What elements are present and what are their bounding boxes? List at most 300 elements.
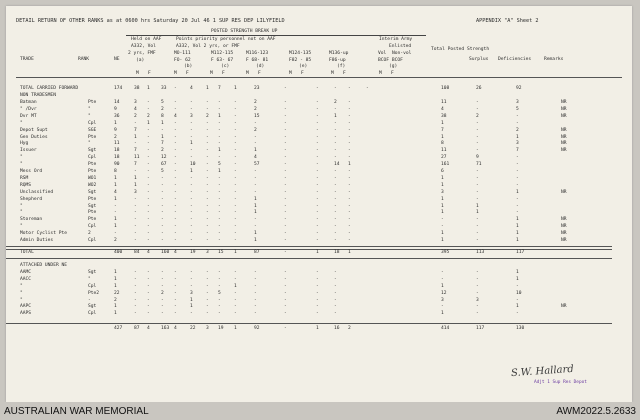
table-cell: 2 xyxy=(516,127,519,133)
table-cell: - xyxy=(161,210,164,216)
table-cell: - xyxy=(134,203,137,209)
rank-cell: Pte xyxy=(88,210,97,216)
table-cell: - xyxy=(234,311,237,317)
table-cell: - xyxy=(218,182,221,188)
table-cell: - xyxy=(190,311,193,317)
table-cell: - xyxy=(348,169,351,174)
table-cell: - xyxy=(218,210,221,216)
table-cell: 163 xyxy=(161,326,170,332)
table-cell: 23 xyxy=(254,86,260,91)
trade-cell: Depot Supt xyxy=(20,127,48,133)
table-cell: NR xyxy=(561,217,567,223)
table-cell: - xyxy=(190,182,193,188)
table-cell: - xyxy=(284,189,287,195)
table-cell: - xyxy=(284,326,287,332)
table-cell: 33 xyxy=(161,86,167,91)
table-cell: - xyxy=(174,203,177,209)
table-cell: - xyxy=(206,311,209,317)
table-cell: - xyxy=(348,134,351,140)
mf-letter: F xyxy=(301,71,304,76)
table-cell: 1 xyxy=(441,203,444,209)
table-cell: 87 xyxy=(134,326,140,332)
table-cell: 1 xyxy=(348,249,351,255)
f68: F 68- 81 xyxy=(246,58,269,63)
table-cell: - xyxy=(190,127,193,133)
table-cell: - xyxy=(134,231,137,237)
table-cell: 11 xyxy=(441,100,447,105)
table-cell: - xyxy=(174,304,177,310)
table-cell: - xyxy=(516,283,519,289)
table-cell: 395 xyxy=(441,249,450,255)
rank-cell: - xyxy=(88,297,91,303)
table-cell: - xyxy=(134,283,137,289)
table-cell: - xyxy=(348,100,351,105)
table-cell: - xyxy=(206,196,209,202)
table-cell: 38 xyxy=(441,113,447,119)
table-cell: - xyxy=(190,283,193,289)
table-cell: 1 xyxy=(348,162,351,168)
table-cell: - xyxy=(334,217,337,223)
table-cell: - xyxy=(348,148,351,154)
col-e: (e) xyxy=(299,64,308,69)
rank-cell: Cpl xyxy=(88,311,97,317)
table-cell: - xyxy=(234,134,237,140)
table-cell: 3 xyxy=(476,297,479,303)
ne-cell: 1 xyxy=(114,182,117,188)
table-cell: 6 xyxy=(441,169,444,174)
mf-letter: F xyxy=(186,71,189,76)
table-cell: 1 xyxy=(218,113,221,119)
table-cell: NR xyxy=(561,113,567,119)
table-cell: - xyxy=(284,290,287,296)
appendix-label: APPENDIX "A" Sheet 2 xyxy=(476,18,539,24)
heading-underline xyxy=(126,35,426,36)
table-cell: - xyxy=(174,155,177,161)
table-cell: 2 xyxy=(206,113,209,119)
table-cell: - xyxy=(206,141,209,147)
table-cell: - xyxy=(190,217,193,223)
table-cell: 174 xyxy=(114,86,123,91)
trade-cell: Hyg xyxy=(20,141,29,147)
header-rule xyxy=(16,77,622,78)
table-cell: - xyxy=(190,189,193,195)
table-cell: - xyxy=(516,120,519,126)
table-cell: 7 xyxy=(161,141,164,147)
table-cell: - xyxy=(218,127,221,133)
rank-cell: Cpl xyxy=(88,224,97,230)
table-cell: - xyxy=(334,276,337,282)
trade-cell: AACC xyxy=(20,276,32,282)
table-cell: - xyxy=(476,175,479,181)
non-vol: Non-vol xyxy=(392,51,412,56)
table-cell: - xyxy=(284,141,287,147)
mf-letter: F xyxy=(343,71,346,76)
table-cell: 3 xyxy=(206,326,209,332)
rank-cell: 2 xyxy=(88,231,91,237)
table-cell: - xyxy=(441,217,444,223)
table-cell: 1 xyxy=(254,210,257,216)
table-cell: - xyxy=(147,196,150,202)
table-cell: 1 xyxy=(254,238,257,243)
table-cell: - xyxy=(254,120,257,126)
ne-cell: 18 xyxy=(114,148,120,154)
rank-cell: Cpl xyxy=(88,120,97,126)
table-cell: - xyxy=(174,169,177,174)
table-cell: - xyxy=(218,189,221,195)
table-cell: - xyxy=(174,311,177,317)
table-cell: 12 xyxy=(161,155,167,161)
table-cell: - xyxy=(476,120,479,126)
table-cell: 4 xyxy=(174,249,177,255)
rank-cell: Pte2 xyxy=(88,290,100,296)
rank-cell: Sgt xyxy=(88,189,97,195)
table-cell: - xyxy=(206,217,209,223)
table-cell: - xyxy=(206,120,209,126)
table-cell: - xyxy=(161,217,164,223)
table-cell: - xyxy=(254,311,257,317)
table-cell: - xyxy=(134,311,137,317)
table-cell: - xyxy=(348,196,351,202)
table-cell: - xyxy=(254,189,257,195)
table-cell: 4 xyxy=(174,326,177,332)
table-cell: - xyxy=(476,148,479,154)
table-cell: - xyxy=(284,203,287,209)
table-cell: - xyxy=(206,175,209,181)
table-cell: 4 xyxy=(174,113,177,119)
trade-cell: Admin Duties xyxy=(20,238,54,243)
rank-cell: Sgt xyxy=(88,203,97,209)
table-cell: 1 xyxy=(218,148,221,154)
ne-cell: 1 xyxy=(114,175,117,181)
col-a: (a) xyxy=(136,58,145,63)
trade-cell: Motor Cyclist Pte xyxy=(20,231,68,237)
table-cell: - xyxy=(134,141,137,147)
table-cell: 1 xyxy=(114,276,117,282)
table-cell: - xyxy=(234,269,237,275)
table-cell: - xyxy=(206,297,209,303)
table-cell: - xyxy=(334,182,337,188)
table-cell: - xyxy=(284,100,287,105)
table-cell: - xyxy=(206,162,209,168)
table-cell: - xyxy=(161,231,164,237)
table-cell: - xyxy=(174,148,177,154)
table-cell: 117 xyxy=(516,249,525,255)
table-cell: - xyxy=(316,127,319,133)
table-cell: - xyxy=(348,113,351,119)
col-c: (c) xyxy=(221,64,230,69)
table-cell: - xyxy=(206,276,209,282)
m124: M124-135 xyxy=(289,51,312,56)
table-cell: 2 xyxy=(254,100,257,105)
table-cell: 1 xyxy=(441,311,444,317)
table-cell: - xyxy=(161,127,164,133)
section-title: ATTACHED UNDER NE xyxy=(20,262,68,268)
table-cell: - xyxy=(218,106,221,112)
table-cell: - xyxy=(206,148,209,154)
grand-total-rule xyxy=(6,323,612,324)
table-cell: - xyxy=(234,100,237,105)
table-cell: 1 xyxy=(218,169,221,174)
table-cell: - xyxy=(134,196,137,202)
table-cell: 1 xyxy=(441,182,444,188)
table-cell: - xyxy=(218,203,221,209)
table-cell: - xyxy=(218,311,221,317)
table-cell: - xyxy=(334,120,337,126)
interim-army: Interim Army xyxy=(379,37,413,42)
table-cell: - xyxy=(147,210,150,216)
table-cell: - xyxy=(234,175,237,181)
mf-letter: M xyxy=(174,71,177,76)
table-cell: 1 xyxy=(254,203,257,209)
table-cell: 161 xyxy=(441,162,450,168)
table-cell: - xyxy=(218,155,221,161)
table-cell: - xyxy=(174,297,177,303)
table-cell: 1 xyxy=(147,86,150,91)
held-on-aaf: Held on AAF xyxy=(131,37,162,42)
table-cell: 26 xyxy=(476,86,482,91)
document-page xyxy=(6,6,632,402)
table-cell: - xyxy=(234,120,237,126)
table-cell: - xyxy=(516,182,519,188)
table-cell: - xyxy=(147,182,150,188)
table-cell: - xyxy=(147,217,150,223)
trade-cell: " xyxy=(20,203,23,209)
table-cell: 7 xyxy=(134,148,137,154)
table-cell: - xyxy=(316,196,319,202)
trade-cell: Mess Ord xyxy=(20,169,43,174)
table-cell: - xyxy=(476,304,479,310)
table-cell: - xyxy=(174,196,177,202)
ne-cell: 1 xyxy=(114,224,117,230)
table-cell: - xyxy=(254,182,257,188)
rank-cell: Pte xyxy=(88,217,97,223)
table-cell: - xyxy=(366,86,369,91)
table-cell: 1 xyxy=(161,120,164,126)
document-title: DETAIL RETURN OF OTHER RANKS as at 0600 hrs Saturday 20 Jul 46 1 SUP RES DEP LILYFIELD xyxy=(16,18,285,24)
table-cell: 1 xyxy=(190,304,193,310)
table-cell: 4 xyxy=(147,249,150,255)
table-cell: - xyxy=(284,238,287,243)
table-cell: 1 xyxy=(441,231,444,237)
table-cell: 5 xyxy=(161,169,164,174)
table-cell: - xyxy=(316,148,319,154)
table-cell: - xyxy=(476,269,479,275)
table-cell: 3 xyxy=(441,297,444,303)
table-cell: - xyxy=(161,276,164,282)
table-cell: 5 xyxy=(516,106,519,112)
table-cell: - xyxy=(476,134,479,140)
table-cell: - xyxy=(334,297,337,303)
table-cell: 84 xyxy=(134,249,140,255)
ne-cell: 1 xyxy=(114,217,117,223)
table-cell: - xyxy=(516,169,519,174)
section-title: NON TRADESMEN xyxy=(20,93,56,98)
table-cell: 16 xyxy=(334,326,340,332)
table-cell: 1 xyxy=(441,134,444,140)
table-cell: - xyxy=(218,304,221,310)
table-cell: 14 xyxy=(334,162,340,168)
table-cell: - xyxy=(218,141,221,147)
table-cell: 1 xyxy=(441,238,444,243)
table-cell: - xyxy=(134,276,137,282)
rank-cell: " xyxy=(88,113,91,119)
table-cell: - xyxy=(348,217,351,223)
table-cell: 2 xyxy=(161,290,164,296)
table-cell: - xyxy=(147,231,150,237)
table-cell: - xyxy=(234,276,237,282)
table-cell: - xyxy=(476,231,479,237)
table-cell: - xyxy=(334,290,337,296)
table-cell: - xyxy=(190,238,193,243)
table-cell: - xyxy=(476,283,479,289)
ne-cell: 90 xyxy=(114,162,120,168)
table-cell: 1 xyxy=(316,249,319,255)
table-cell: - xyxy=(284,276,287,282)
table-cell: - xyxy=(190,224,193,230)
rank-cell: Pte xyxy=(88,100,97,105)
table-cell: - xyxy=(516,113,519,119)
table-cell: - xyxy=(441,304,444,310)
footer-bar xyxy=(0,402,640,420)
table-cell: - xyxy=(254,269,257,275)
table-cell: - xyxy=(334,155,337,161)
table-cell: NR xyxy=(561,134,567,140)
table-cell: 2 xyxy=(254,127,257,133)
m136: M136-up xyxy=(329,51,349,56)
table-cell: - xyxy=(284,269,287,275)
table-cell: - xyxy=(174,120,177,126)
table-cell: 38 xyxy=(134,86,140,91)
table-cell: - xyxy=(147,238,150,243)
table-cell: - xyxy=(334,148,337,154)
ne-cell: 2 xyxy=(114,134,117,140)
table-cell: - xyxy=(476,276,479,282)
mf-letter: F xyxy=(222,71,225,76)
table-cell: - xyxy=(254,134,257,140)
table-cell: - xyxy=(147,134,150,140)
table-cell: - xyxy=(147,155,150,161)
table-cell: - xyxy=(134,169,137,174)
trade-cell: " xyxy=(20,283,23,289)
table-cell: - xyxy=(206,304,209,310)
fo62: FO- 62 xyxy=(174,58,191,63)
table-cell: - xyxy=(316,141,319,147)
table-cell: - xyxy=(334,283,337,289)
rank-cell: Cpl xyxy=(88,155,97,161)
table-cell: - xyxy=(316,113,319,119)
table-cell: - xyxy=(174,86,177,91)
table-cell: - xyxy=(334,210,337,216)
table-cell: - xyxy=(174,175,177,181)
table-cell: 5 xyxy=(218,162,221,168)
table-cell: 1 xyxy=(441,120,444,126)
rank-cell: Sgt xyxy=(88,269,97,275)
table-cell: - xyxy=(348,106,351,112)
table-cell: 12 xyxy=(441,290,447,296)
table-cell: 160 xyxy=(161,249,170,255)
ne-cell: - xyxy=(114,231,117,237)
f86: F86-up xyxy=(329,58,346,63)
ne-cell: 1 xyxy=(114,120,117,126)
table-cell: - xyxy=(234,297,237,303)
table-cell: - xyxy=(284,196,287,202)
a332-vol-2: A332, Vol 2 yrs, or FMF xyxy=(176,44,240,49)
table-cell: - xyxy=(348,238,351,243)
table-cell: 3 xyxy=(134,189,137,195)
table-cell: 7 xyxy=(441,127,444,133)
posted-break-up-heading: POSTED STRENGTH BREAK UP xyxy=(211,29,278,34)
table-cell: - xyxy=(516,203,519,209)
table-cell: - xyxy=(316,231,319,237)
table-cell: - xyxy=(147,311,150,317)
table-cell: - xyxy=(161,283,164,289)
table-cell: - xyxy=(234,127,237,133)
total-posted-header: Total Posted Strength xyxy=(431,47,490,52)
table-cell: 11 xyxy=(441,148,447,154)
rank-cell: Pte xyxy=(88,196,97,202)
table-cell: 4 xyxy=(190,86,193,91)
a332-vol: A332, Vol xyxy=(131,44,156,49)
table-cell: 1 xyxy=(134,175,137,181)
table-cell: - xyxy=(147,290,150,296)
table-cell: - xyxy=(234,106,237,112)
table-cell: - xyxy=(218,238,221,243)
table-cell: - xyxy=(161,311,164,317)
footer-left: AUSTRALIAN WAR MEMORIAL xyxy=(4,406,149,417)
table-cell: - xyxy=(161,196,164,202)
table-cell: - xyxy=(348,175,351,181)
table-cell: - xyxy=(134,297,137,303)
table-cell: - xyxy=(218,231,221,237)
table-cell: NR xyxy=(561,238,567,243)
table-cell: - xyxy=(218,196,221,202)
table-cell: 22 xyxy=(114,290,120,296)
table-cell: - xyxy=(206,100,209,105)
table-cell: - xyxy=(161,304,164,310)
trade-cell: Storeman xyxy=(20,217,43,223)
table-cell: 1 xyxy=(234,249,237,255)
table-cell: - xyxy=(218,297,221,303)
table-cell: - xyxy=(348,203,351,209)
trade-cell: " xyxy=(20,210,23,216)
table-cell: 1 xyxy=(234,326,237,332)
table-cell: - xyxy=(161,182,164,188)
table-cell: - xyxy=(284,283,287,289)
table-cell: - xyxy=(516,210,519,216)
table-cell: 1 xyxy=(234,86,237,91)
rank-cell: Sgt xyxy=(88,148,97,154)
trade-cell: " xyxy=(20,224,23,230)
table-cell: - xyxy=(174,141,177,147)
table-cell: - xyxy=(206,210,209,216)
table-cell: - xyxy=(206,290,209,296)
table-cell: NR xyxy=(561,224,567,230)
trade-cell: Batman xyxy=(20,100,37,105)
table-cell: - xyxy=(190,134,193,140)
table-cell: - xyxy=(316,217,319,223)
table-cell: - xyxy=(147,175,150,181)
table-cell: - xyxy=(234,113,237,119)
table-cell: - xyxy=(316,169,319,174)
table-cell: - xyxy=(284,249,287,255)
table-cell: - xyxy=(334,203,337,209)
table-cell: - xyxy=(234,224,237,230)
remarks-header: Remarks xyxy=(544,57,564,62)
table-cell: - xyxy=(147,276,150,282)
table-cell: - xyxy=(190,148,193,154)
table-cell: 3 xyxy=(134,100,137,105)
table-cell: 108 xyxy=(441,86,450,91)
